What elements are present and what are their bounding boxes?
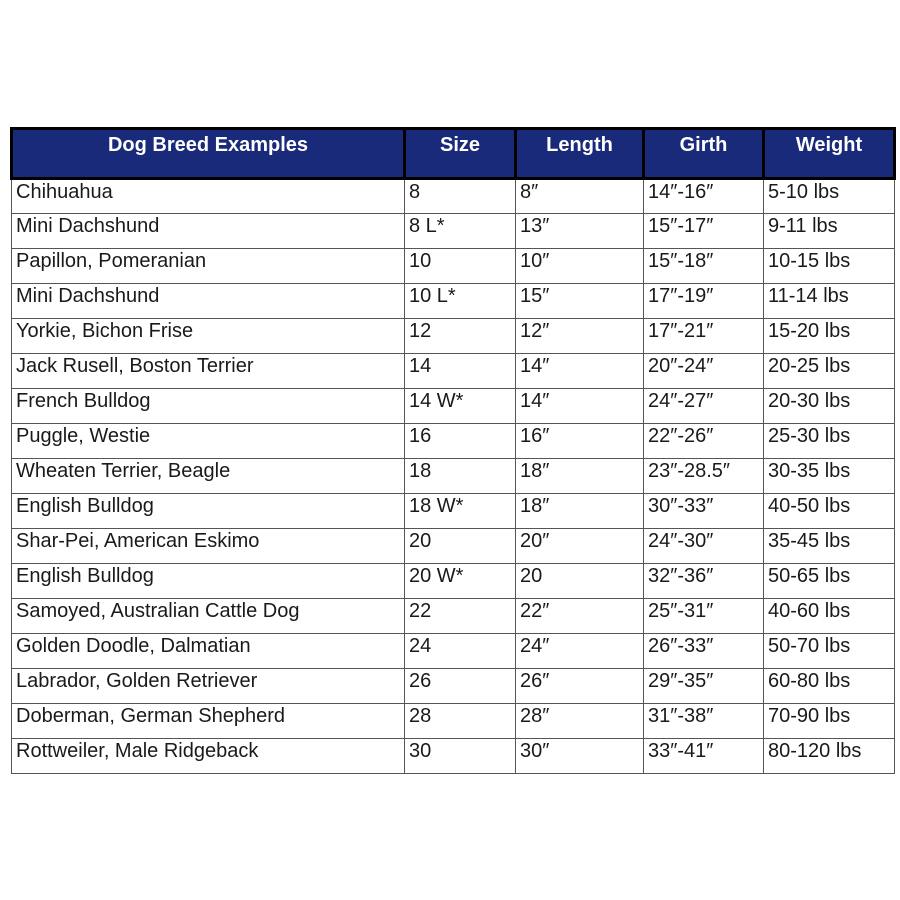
length-cell: 20	[516, 564, 644, 599]
header-weight: Weight	[764, 129, 895, 179]
table-row	[12, 354, 895, 389]
girth-cell: 29″-35″	[644, 669, 764, 704]
girth-cell: 23″-28.5″	[644, 459, 764, 494]
table-row	[12, 179, 895, 214]
size-cell: 8	[405, 179, 516, 214]
breed-cell: Chihuahua	[12, 179, 405, 214]
weight-cell: 40-60 lbs	[764, 599, 895, 634]
table-row	[12, 459, 895, 494]
length-cell: 14″	[516, 354, 644, 389]
girth-cell: 26″-33″	[644, 634, 764, 669]
table-row	[12, 424, 895, 459]
table-row	[12, 389, 895, 424]
size-cell: 18 W*	[405, 494, 516, 529]
size-cell: 30	[405, 739, 516, 774]
weight-cell: 10-15 lbs	[764, 249, 895, 284]
girth-cell: 15″-18″	[644, 249, 764, 284]
length-cell: 12″	[516, 319, 644, 354]
girth-cell: 15″-17″	[644, 214, 764, 249]
weight-cell: 30-35 lbs	[764, 459, 895, 494]
weight-cell: 80-120 lbs	[764, 739, 895, 774]
breed-cell: Doberman, German Shepherd	[12, 704, 405, 739]
length-cell: 18″	[516, 459, 644, 494]
weight-cell: 9-11 lbs	[764, 214, 895, 249]
breed-cell: Samoyed, Australian Cattle Dog	[12, 599, 405, 634]
table-row	[12, 249, 895, 284]
size-cell: 20	[405, 529, 516, 564]
length-cell: 22″	[516, 599, 644, 634]
length-cell: 16″	[516, 424, 644, 459]
size-cell: 24	[405, 634, 516, 669]
size-cell: 14	[405, 354, 516, 389]
girth-cell: 24″-27″	[644, 389, 764, 424]
breed-cell: English Bulldog	[12, 494, 405, 529]
size-cell: 8 L*	[405, 214, 516, 249]
length-cell: 10″	[516, 249, 644, 284]
breed-cell: Papillon, Pomeranian	[12, 249, 405, 284]
table-row	[12, 564, 895, 599]
weight-cell: 60-80 lbs	[764, 669, 895, 704]
table-row	[12, 319, 895, 354]
weight-cell: 50-70 lbs	[764, 634, 895, 669]
weight-cell: 15-20 lbs	[764, 319, 895, 354]
girth-cell: 22″-26″	[644, 424, 764, 459]
table-row	[12, 494, 895, 529]
header-breed: Dog Breed Examples	[12, 129, 405, 179]
breed-cell: English Bulldog	[12, 564, 405, 599]
breed-cell: Mini Dachshund	[12, 214, 405, 249]
size-cell: 26	[405, 669, 516, 704]
length-cell: 8″	[516, 179, 644, 214]
length-cell: 15″	[516, 284, 644, 319]
weight-cell: 35-45 lbs	[764, 529, 895, 564]
table-row	[12, 739, 895, 774]
table-row	[12, 599, 895, 634]
breed-cell: Shar-Pei, American Eskimo	[12, 529, 405, 564]
length-cell: 28″	[516, 704, 644, 739]
size-cell: 20 W*	[405, 564, 516, 599]
header-length: Length	[516, 129, 644, 179]
weight-cell: 11-14 lbs	[764, 284, 895, 319]
weight-cell: 50-65 lbs	[764, 564, 895, 599]
size-cell: 18	[405, 459, 516, 494]
breed-cell: French Bulldog	[12, 389, 405, 424]
size-chart-table	[10, 127, 896, 774]
table-body	[12, 179, 895, 774]
girth-cell: 32″-36″	[644, 564, 764, 599]
weight-cell: 70-90 lbs	[764, 704, 895, 739]
breed-cell: Mini Dachshund	[12, 284, 405, 319]
length-cell: 14″	[516, 389, 644, 424]
size-cell: 10 L*	[405, 284, 516, 319]
weight-cell: 20-30 lbs	[764, 389, 895, 424]
table-row	[12, 529, 895, 564]
girth-cell: 25″-31″	[644, 599, 764, 634]
table-row	[12, 284, 895, 319]
weight-cell: 5-10 lbs	[764, 179, 895, 214]
girth-cell: 20″-24″	[644, 354, 764, 389]
breed-cell: Golden Doodle, Dalmatian	[12, 634, 405, 669]
length-cell: 30″	[516, 739, 644, 774]
weight-cell: 20-25 lbs	[764, 354, 895, 389]
table-row	[12, 669, 895, 704]
size-cell: 10	[405, 249, 516, 284]
length-cell: 26″	[516, 669, 644, 704]
size-cell: 14 W*	[405, 389, 516, 424]
length-cell: 13″	[516, 214, 644, 249]
header-girth: Girth	[644, 129, 764, 179]
length-cell: 20″	[516, 529, 644, 564]
breed-cell: Wheaten Terrier, Beagle	[12, 459, 405, 494]
girth-cell: 33″-41″	[644, 739, 764, 774]
girth-cell: 14″-16″	[644, 179, 764, 214]
girth-cell: 17″-21″	[644, 319, 764, 354]
breed-cell: Labrador, Golden Retriever	[12, 669, 405, 704]
length-cell: 24″	[516, 634, 644, 669]
length-cell: 18″	[516, 494, 644, 529]
breed-cell: Puggle, Westie	[12, 424, 405, 459]
girth-cell: 31″-38″	[644, 704, 764, 739]
girth-cell: 24″-30″	[644, 529, 764, 564]
table-row	[12, 634, 895, 669]
size-cell: 22	[405, 599, 516, 634]
size-cell: 12	[405, 319, 516, 354]
girth-cell: 30″-33″	[644, 494, 764, 529]
size-cell: 16	[405, 424, 516, 459]
header-size: Size	[405, 129, 516, 179]
header-row	[12, 129, 895, 179]
breed-cell: Jack Rusell, Boston Terrier	[12, 354, 405, 389]
breed-cell: Yorkie, Bichon Frise	[12, 319, 405, 354]
breed-cell: Rottweiler, Male Ridgeback	[12, 739, 405, 774]
weight-cell: 25-30 lbs	[764, 424, 895, 459]
table-row	[12, 214, 895, 249]
size-cell: 28	[405, 704, 516, 739]
table-row	[12, 704, 895, 739]
weight-cell: 40-50 lbs	[764, 494, 895, 529]
girth-cell: 17″-19″	[644, 284, 764, 319]
